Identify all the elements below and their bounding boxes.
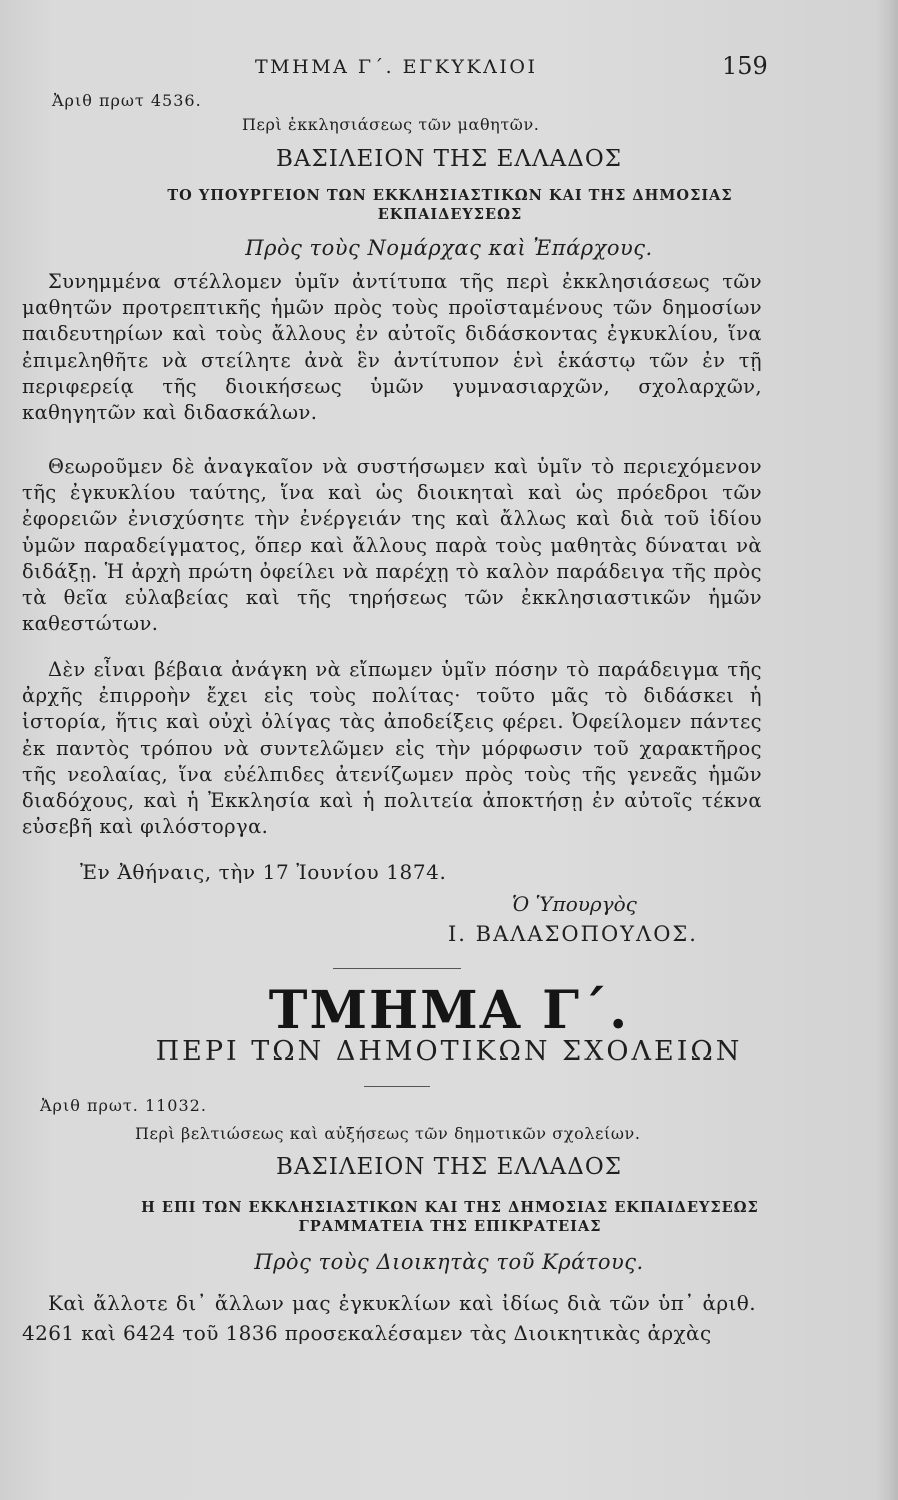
circular-2-address: Πρὸς τοὺς Διοικητὰς τοῦ Κράτους. (254, 1250, 644, 1274)
section-subtitle: ΠΕΡΙ ΤΩΝ ΔΗΜΟΤΙΚΩΝ ΣΧΟΛΕΙΩΝ (155, 1036, 743, 1067)
running-head (0, 52, 898, 82)
page-edge-shadow (876, 0, 898, 1500)
circular-1-signer-title: Ὁ Ὑπουργὸς (512, 892, 637, 916)
circular-1-reference: Ἀριθ πρωτ 4536. (52, 91, 202, 110)
circular-1-signer-name: Ι. ΒΑΛΑΣΟΠΟΥΛΟΣ. (448, 922, 698, 946)
circular-2-ministry: Η ΕΠΙ ΤΩΝ ΕΚΚΛΗΣΙΑΣΤΙΚΩΝ ΚΑΙ ΤΗΣ ΔΗΜΟΣΙΑΣ ΕΚΠΑΙΔΕΥΣΕΩΣ ΓΡΑΜΜΑΤΕΙΑ ΤΗΣ ΕΠΙΚΡΑΤΕΙΑΣ (141, 1199, 759, 1235)
circular-2-subject: Περὶ βελτιώσεως καὶ αὐξήσεως τῶν δημοτικῶν σχολείων. (135, 1124, 641, 1143)
circular-1-kingdom: ΒΑΣΙΛΕΙΟΝ ΤΗΣ ΕΛΛΑΔΟΣ (276, 146, 622, 172)
subtitle-rule (364, 1086, 430, 1087)
circular-1-paragraph-2: Θεωροῦμεν δὲ ἀναγκαῖον νὰ συστήσωμεν καὶ ὑμῖν τὸ περιεχόμενον τῆς ἐγκυκλίου ταύτης, ἵνα καὶ ὡς διοικηταὶ καὶ ὡς πρόεδροι τῶν ἐφορειῶν ἐνισχύσητε τὴν ἐνέργειάν της καὶ ἄλλως καὶ διὰ τοῦ ἰδίου ὑμῶν παραδείγματος, ὅπερ καὶ ἄλλους παρὰ τοὺς μαθητὰς δύναται νὰ διδάξῃ. Ἡ ἀρχὴ πρώτη ὀφείλει νὰ παρέχῃ τὸ καλὸν παράδειγα τῆς πρὸς τὰ θεῖα εὐλαβείας καὶ τῆς τηρήσεως τῶν ἐκκλησιαστικῶν ἡμῶν καθεστώτων. (22, 455, 762, 636)
page-number: 159 (722, 52, 768, 80)
circular-1-address: Πρὸς τοὺς Νομάρχας καὶ Ἐπάρχους. (245, 236, 653, 260)
circular-2-paragraph: Καὶ ἄλλοτε δι᾽ ἄλλων μας ἐγκυκλίων καὶ ἰδίως διὰ τῶν ὑπ᾽ ἀριθ. 4261 καὶ 6424 τοῦ 1836 προσεκαλέσαμεν τὰς Διοικητικὰς ἀρχὰς (22, 1291, 756, 1345)
section-divider-rule (333, 968, 461, 969)
section-heading: ΤΜΗΜΑ Γ΄. (268, 980, 630, 1041)
circular-2-reference: Ἀριθ πρωτ. 11032. (40, 1096, 207, 1115)
circular-1-ministry: ΤΟ ΥΠΟΥΡΓΕΙΟΝ ΤΩΝ ΕΚΚΛΗΣΙΑΣΤΙΚΩΝ ΚΑΙ ΤΗΣ ΔΗΜΟΣΙΑΣ ΕΚΠΑΙΔΕΥΣΕΩΣ (167, 187, 733, 223)
circular-1-subject: Περὶ ἐκκλησιάσεως τῶν μαθητῶν. (242, 115, 540, 134)
circular-2-kingdom: ΒΑΣΙΛΕΙΟΝ ΤΗΣ ΕΛΛΑΔΟΣ (276, 1154, 622, 1180)
circular-1-paragraph-3: Δὲν εἶναι βέβαια ἀνάγκη νὰ εἴπωμεν ὑμῖν πόσην τὸ παράδειγμα τῆς ἀρχῆς ἐπιρροὴν ἔχει εἰς τοὺς πολίτας· τοῦτο μᾶς τὸ διδάσκει ἡ ἱστορία, ἥτις καὶ οὐχὶ ὀλίγας τὰς ἀποδείξεις φέρει. Ὀφείλομεν πάντες ἐκ παντὸς τρόπου νὰ συντελῶμεν εἰς τὴν μόρφωσιν τοῦ χαρακτῆρος τῆς νεολαίας, ἵνα εὐέλπιδες ἀτενίζωμεν πρὸς τοὺς τῆς γενεᾶς ἡμῶν διαδόχους, καὶ ἡ Ἐκκλησία καὶ ἡ πολιτεία ἀποκτήσῃ ἐν αὐτοῖς τέκνα εὐσεβῆ καὶ φιλόστοργα. (22, 658, 762, 839)
running-title: ΤΜΗΜΑ Γ΄. ΕΓΚΥΚΛΙΟΙ (255, 56, 538, 78)
circular-1-dateline: Ἐν Ἀθήναις, τὴν 17 Ἰουνίου 1874. (80, 860, 447, 884)
circular-1-paragraph-1: Συνημμένα στέλλομεν ὑμῖν ἀντίτυπα τῆς περὶ ἐκκλησιάσεως τῶν μαθητῶν προτρεπτικῆς ἡμῶν πρὸς τοὺς προϊσταμένους τῶν δημοσίων παιδευτηρίων καὶ τοὺς ἄλλους ἐν αὐτοῖς διδάσκοντας ἐγκυκλίου, ἵνα ἐπιμεληθῆτε νὰ στείλητε ἀνὰ ἓν ἀντίτυπον ἑνὶ ἑκάστῳ τῶν ἐν τῇ περιφερείᾳ τῆς διοικήσεως ὑμῶν γυμνασιαρχῶν, σχολαρχῶν, καθηγητῶν καὶ διδασκάλων. (22, 270, 762, 425)
